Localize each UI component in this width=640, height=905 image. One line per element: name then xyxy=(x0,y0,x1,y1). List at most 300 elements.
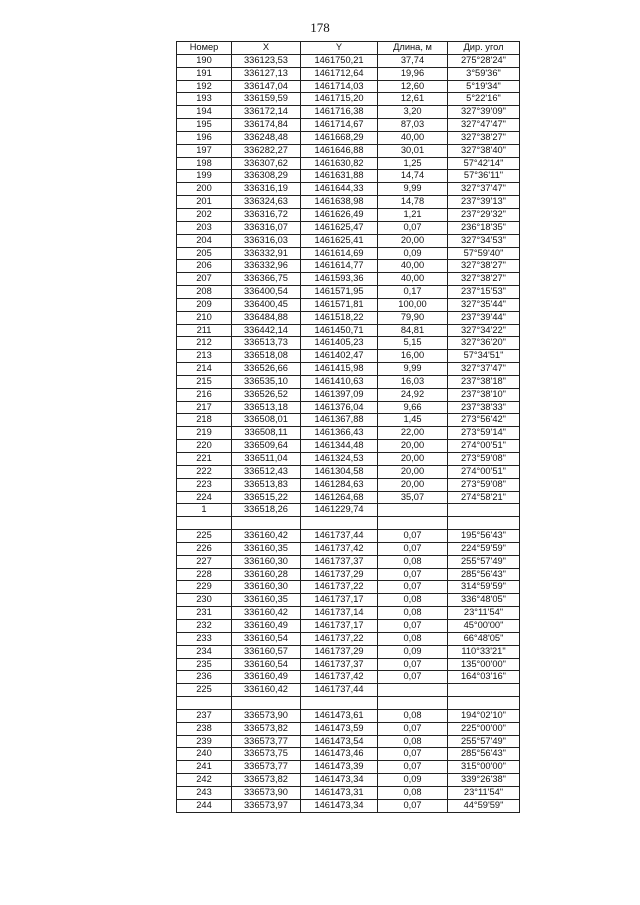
cell-x: 336308,29 xyxy=(232,170,301,183)
cell-y: 1461668,29 xyxy=(301,131,378,144)
cell-x: 336573,75 xyxy=(232,748,301,761)
cell-x: 336442,14 xyxy=(232,324,301,337)
cell-number: 226 xyxy=(177,542,232,555)
cell-y: 1461304,58 xyxy=(301,465,378,478)
cell-length xyxy=(378,697,448,710)
cell-direction-angle: 237°29'32" xyxy=(448,208,520,221)
cell-length xyxy=(378,517,448,530)
cell-x xyxy=(232,697,301,710)
cell-direction-angle: 237°39'44" xyxy=(448,311,520,324)
cell-y: 1461405,23 xyxy=(301,337,378,350)
cell-direction-angle: 57°59'40" xyxy=(448,247,520,260)
cell-length: 0,08 xyxy=(378,735,448,748)
table-row xyxy=(177,440,520,453)
cell-direction-angle xyxy=(448,697,520,710)
cell-length xyxy=(378,684,448,697)
cell-x: 336172,14 xyxy=(232,106,301,119)
table-row xyxy=(177,170,520,183)
cell-y: 1461737,29 xyxy=(301,568,378,581)
cell-direction-angle: 314°59'59" xyxy=(448,581,520,594)
table-row xyxy=(177,632,520,645)
cell-y: 1461473,54 xyxy=(301,735,378,748)
header-number: Номер xyxy=(177,42,232,55)
cell-number: 190 xyxy=(177,54,232,67)
cell-direction-angle: 327°39'09" xyxy=(448,106,520,119)
cell-x: 336518,08 xyxy=(232,350,301,363)
cell-direction-angle: 66°48'05" xyxy=(448,632,520,645)
cell-length: 20,00 xyxy=(378,234,448,247)
cell-length: 20,00 xyxy=(378,453,448,466)
cell-length: 1,45 xyxy=(378,414,448,427)
cell-number: 224 xyxy=(177,491,232,504)
table-row xyxy=(177,247,520,260)
header-y: Y xyxy=(301,42,378,55)
cell-y: 1461571,95 xyxy=(301,286,378,299)
cell-number: 1 xyxy=(177,504,232,517)
cell-number: 204 xyxy=(177,234,232,247)
table-row xyxy=(177,298,520,311)
cell-y: 1461229,74 xyxy=(301,504,378,517)
cell-length: 20,00 xyxy=(378,478,448,491)
cell-x: 336316,07 xyxy=(232,221,301,234)
cell-number: 192 xyxy=(177,80,232,93)
cell-length: 0,17 xyxy=(378,286,448,299)
cell-number: 229 xyxy=(177,581,232,594)
cell-length: 40,00 xyxy=(378,260,448,273)
table-row xyxy=(177,106,520,119)
cell-number: 239 xyxy=(177,735,232,748)
cell-length: 14,78 xyxy=(378,196,448,209)
cell-length: 0,07 xyxy=(378,619,448,632)
cell-number: 222 xyxy=(177,465,232,478)
cell-y: 1461638,98 xyxy=(301,196,378,209)
cell-length: 0,09 xyxy=(378,645,448,658)
cell-y: 1461593,36 xyxy=(301,273,378,286)
cell-direction-angle: 327°36'20" xyxy=(448,337,520,350)
header-length: Длина, м xyxy=(378,42,448,55)
table-row xyxy=(177,504,520,517)
cell-number: 203 xyxy=(177,221,232,234)
cell-length: 22,00 xyxy=(378,427,448,440)
cell-number: 196 xyxy=(177,131,232,144)
cell-x: 336509,64 xyxy=(232,440,301,453)
cell-direction-angle: 237°39'13" xyxy=(448,196,520,209)
cell-length: 0,07 xyxy=(378,748,448,761)
cell-x: 336160,57 xyxy=(232,645,301,658)
table-row xyxy=(177,786,520,799)
table-row xyxy=(177,748,520,761)
table-row xyxy=(177,465,520,478)
cell-direction-angle: 336°48'05" xyxy=(448,594,520,607)
cell-direction-angle: 327°37'47" xyxy=(448,363,520,376)
cell-y: 1461712,64 xyxy=(301,67,378,80)
cell-number: 213 xyxy=(177,350,232,363)
cell-direction-angle: 274°58'21" xyxy=(448,491,520,504)
table-row xyxy=(177,568,520,581)
cell-direction-angle: 327°34'22" xyxy=(448,324,520,337)
cell-x: 336160,35 xyxy=(232,594,301,607)
cell-direction-angle: 44°59'59" xyxy=(448,799,520,812)
cell-x: 336160,54 xyxy=(232,658,301,671)
cell-y: 1461737,42 xyxy=(301,671,378,684)
cell-y: 1461737,22 xyxy=(301,581,378,594)
cell-x: 336332,96 xyxy=(232,260,301,273)
cell-direction-angle: 237°38'18" xyxy=(448,375,520,388)
cell-x: 336515,22 xyxy=(232,491,301,504)
cell-length: 84,81 xyxy=(378,324,448,337)
cell-number: 201 xyxy=(177,196,232,209)
cell-y: 1461737,17 xyxy=(301,619,378,632)
cell-length: 0,08 xyxy=(378,632,448,645)
cell-length: 0,07 xyxy=(378,722,448,735)
table-row xyxy=(177,67,520,80)
cell-number xyxy=(177,697,232,710)
cell-direction-angle: 274°00'51" xyxy=(448,440,520,453)
table-row xyxy=(177,196,520,209)
table-row xyxy=(177,337,520,350)
table-row xyxy=(177,311,520,324)
cell-direction-angle: 339°26'38" xyxy=(448,774,520,787)
cell-x: 336573,90 xyxy=(232,709,301,722)
cell-y: 1461614,77 xyxy=(301,260,378,273)
cell-x: 336248,48 xyxy=(232,131,301,144)
cell-length: 87,03 xyxy=(378,119,448,132)
cell-number: 231 xyxy=(177,607,232,620)
cell-x: 336513,18 xyxy=(232,401,301,414)
cell-number: 240 xyxy=(177,748,232,761)
cell-x: 336513,73 xyxy=(232,337,301,350)
cell-x: 336160,30 xyxy=(232,555,301,568)
cell-length: 0,07 xyxy=(378,671,448,684)
cell-y: 1461737,37 xyxy=(301,555,378,568)
cell-x: 336573,82 xyxy=(232,774,301,787)
cell-x: 336484,88 xyxy=(232,311,301,324)
cell-direction-angle: 327°34'53" xyxy=(448,234,520,247)
cell-length: 0,07 xyxy=(378,761,448,774)
cell-x: 336508,11 xyxy=(232,427,301,440)
cell-x: 336400,54 xyxy=(232,286,301,299)
cell-y: 1461750,21 xyxy=(301,54,378,67)
table-row xyxy=(177,491,520,504)
cell-x: 336174,84 xyxy=(232,119,301,132)
cell-y: 1461737,44 xyxy=(301,530,378,543)
cell-y: 1461518,22 xyxy=(301,311,378,324)
table-row xyxy=(177,594,520,607)
cell-length: 40,00 xyxy=(378,273,448,286)
table-body xyxy=(177,54,520,812)
table-row xyxy=(177,555,520,568)
cell-direction-angle: 45°00'00" xyxy=(448,619,520,632)
cell-length: 0,07 xyxy=(378,799,448,812)
cell-number: 221 xyxy=(177,453,232,466)
cell-direction-angle: 274°00'51" xyxy=(448,465,520,478)
cell-number: 194 xyxy=(177,106,232,119)
table-row xyxy=(177,119,520,132)
table-row xyxy=(177,658,520,671)
cell-number: 220 xyxy=(177,440,232,453)
cell-x: 336526,52 xyxy=(232,388,301,401)
table-row xyxy=(177,260,520,273)
cell-direction-angle: 285°56'43" xyxy=(448,568,520,581)
coordinates-table xyxy=(176,41,520,813)
cell-y: 1461737,17 xyxy=(301,594,378,607)
cell-x: 336160,30 xyxy=(232,581,301,594)
cell-length: 20,00 xyxy=(378,465,448,478)
cell-y: 1461450,71 xyxy=(301,324,378,337)
cell-x: 336160,42 xyxy=(232,607,301,620)
cell-y: 1461402,47 xyxy=(301,350,378,363)
cell-y: 1461644,33 xyxy=(301,183,378,196)
cell-direction-angle: 236°18'35" xyxy=(448,221,520,234)
cell-number: 230 xyxy=(177,594,232,607)
cell-y: 1461737,22 xyxy=(301,632,378,645)
cell-y: 1461473,39 xyxy=(301,761,378,774)
cell-y: 1461715,20 xyxy=(301,93,378,106)
cell-number: 193 xyxy=(177,93,232,106)
table-row xyxy=(177,363,520,376)
cell-direction-angle: 327°38'40" xyxy=(448,144,520,157)
cell-length: 9,99 xyxy=(378,183,448,196)
cell-direction-angle: 5°19'34" xyxy=(448,80,520,93)
cell-length: 19,96 xyxy=(378,67,448,80)
table-row xyxy=(177,799,520,812)
cell-length: 9,99 xyxy=(378,363,448,376)
cell-y: 1461284,63 xyxy=(301,478,378,491)
cell-y: 1461714,67 xyxy=(301,119,378,132)
cell-x: 336332,91 xyxy=(232,247,301,260)
cell-length: 20,00 xyxy=(378,440,448,453)
cell-x: 336159,59 xyxy=(232,93,301,106)
table-row xyxy=(177,427,520,440)
cell-x: 336526,66 xyxy=(232,363,301,376)
cell-length: 14,74 xyxy=(378,170,448,183)
cell-y: 1461264,68 xyxy=(301,491,378,504)
cell-x: 336127,13 xyxy=(232,67,301,80)
cell-direction-angle: 195°56'43" xyxy=(448,530,520,543)
cell-y: 1461737,37 xyxy=(301,658,378,671)
cell-number: 209 xyxy=(177,298,232,311)
cell-direction-angle xyxy=(448,517,520,530)
cell-x: 336160,49 xyxy=(232,671,301,684)
table-row xyxy=(177,131,520,144)
cell-direction-angle: 315°00'00" xyxy=(448,761,520,774)
cell-length: 30,01 xyxy=(378,144,448,157)
cell-y: 1461737,44 xyxy=(301,684,378,697)
cell-direction-angle: 273°59'08" xyxy=(448,453,520,466)
cell-length: 1,21 xyxy=(378,208,448,221)
cell-x: 336123,53 xyxy=(232,54,301,67)
cell-y: 1461571,81 xyxy=(301,298,378,311)
cell-direction-angle xyxy=(448,684,520,697)
cell-x: 336573,77 xyxy=(232,735,301,748)
cell-y: 1461646,88 xyxy=(301,144,378,157)
table-row xyxy=(177,517,520,530)
cell-length: 12,61 xyxy=(378,93,448,106)
table-row xyxy=(177,286,520,299)
cell-number: 225 xyxy=(177,684,232,697)
cell-direction-angle: 255°57'49" xyxy=(448,735,520,748)
cell-direction-angle: 194°02'10" xyxy=(448,709,520,722)
cell-number: 236 xyxy=(177,671,232,684)
cell-length xyxy=(378,504,448,517)
cell-y: 1461631,88 xyxy=(301,170,378,183)
cell-y: 1461626,49 xyxy=(301,208,378,221)
table-row xyxy=(177,375,520,388)
cell-length: 35,07 xyxy=(378,491,448,504)
cell-direction-angle: 285°56'43" xyxy=(448,748,520,761)
table-row xyxy=(177,478,520,491)
cell-length: 40,00 xyxy=(378,131,448,144)
cell-number: 218 xyxy=(177,414,232,427)
cell-x: 336573,77 xyxy=(232,761,301,774)
cell-length: 0,07 xyxy=(378,221,448,234)
cell-length: 3,20 xyxy=(378,106,448,119)
cell-y: 1461630,82 xyxy=(301,157,378,170)
cell-x xyxy=(232,517,301,530)
cell-number: 243 xyxy=(177,786,232,799)
table-row xyxy=(177,761,520,774)
cell-direction-angle xyxy=(448,504,520,517)
cell-length: 0,07 xyxy=(378,581,448,594)
cell-number: 206 xyxy=(177,260,232,273)
cell-direction-angle: 327°38'27" xyxy=(448,260,520,273)
cell-x: 336160,54 xyxy=(232,632,301,645)
cell-x: 336513,83 xyxy=(232,478,301,491)
cell-direction-angle: 237°15'53" xyxy=(448,286,520,299)
cell-length: 0,09 xyxy=(378,247,448,260)
cell-direction-angle: 3°59'36" xyxy=(448,67,520,80)
cell-y: 1461473,46 xyxy=(301,748,378,761)
cell-direction-angle: 273°59'14" xyxy=(448,427,520,440)
table-row xyxy=(177,208,520,221)
table-row xyxy=(177,735,520,748)
cell-number: 244 xyxy=(177,799,232,812)
cell-number: 200 xyxy=(177,183,232,196)
cell-x: 336160,42 xyxy=(232,684,301,697)
table-row xyxy=(177,542,520,555)
table-row xyxy=(177,54,520,67)
cell-y: 1461473,31 xyxy=(301,786,378,799)
cell-x: 336282,27 xyxy=(232,144,301,157)
cell-x: 336518,26 xyxy=(232,504,301,517)
cell-x: 336508,01 xyxy=(232,414,301,427)
table-row xyxy=(177,671,520,684)
cell-x: 336307,62 xyxy=(232,157,301,170)
cell-number: 199 xyxy=(177,170,232,183)
cell-length: 0,08 xyxy=(378,709,448,722)
cell-y: 1461625,47 xyxy=(301,221,378,234)
cell-x: 336160,49 xyxy=(232,619,301,632)
table-row xyxy=(177,144,520,157)
table-row xyxy=(177,157,520,170)
cell-y: 1461614,69 xyxy=(301,247,378,260)
cell-length: 0,07 xyxy=(378,542,448,555)
table-row xyxy=(177,453,520,466)
cell-number: 215 xyxy=(177,375,232,388)
cell-y: 1461473,34 xyxy=(301,799,378,812)
cell-x: 336573,82 xyxy=(232,722,301,735)
cell-direction-angle: 164°03'16" xyxy=(448,671,520,684)
table-row xyxy=(177,581,520,594)
cell-y: 1461737,42 xyxy=(301,542,378,555)
cell-length: 16,03 xyxy=(378,375,448,388)
cell-number: 234 xyxy=(177,645,232,658)
cell-x: 336366,75 xyxy=(232,273,301,286)
cell-number: 211 xyxy=(177,324,232,337)
cell-x: 336573,97 xyxy=(232,799,301,812)
table-row xyxy=(177,183,520,196)
cell-direction-angle: 224°59'59" xyxy=(448,542,520,555)
table-row xyxy=(177,93,520,106)
cell-length: 0,07 xyxy=(378,530,448,543)
cell-y: 1461366,43 xyxy=(301,427,378,440)
cell-direction-angle: 23°11'54" xyxy=(448,786,520,799)
cell-number: 195 xyxy=(177,119,232,132)
cell-y xyxy=(301,697,378,710)
table-row xyxy=(177,388,520,401)
cell-length: 24,92 xyxy=(378,388,448,401)
table-row xyxy=(177,324,520,337)
cell-number: 210 xyxy=(177,311,232,324)
cell-number: 219 xyxy=(177,427,232,440)
cell-direction-angle: 273°59'08" xyxy=(448,478,520,491)
cell-number: 202 xyxy=(177,208,232,221)
cell-direction-angle: 237°38'33" xyxy=(448,401,520,414)
cell-length: 0,08 xyxy=(378,594,448,607)
cell-length: 5,15 xyxy=(378,337,448,350)
cell-x: 336147,04 xyxy=(232,80,301,93)
cell-y: 1461714,03 xyxy=(301,80,378,93)
cell-length: 0,07 xyxy=(378,568,448,581)
cell-length: 79,90 xyxy=(378,311,448,324)
cell-length: 16,00 xyxy=(378,350,448,363)
cell-y: 1461625,41 xyxy=(301,234,378,247)
cell-direction-angle: 327°35'44" xyxy=(448,298,520,311)
cell-length: 0,09 xyxy=(378,774,448,787)
cell-direction-angle: 57°36'11" xyxy=(448,170,520,183)
cell-number: 242 xyxy=(177,774,232,787)
cell-number: 223 xyxy=(177,478,232,491)
cell-number: 216 xyxy=(177,388,232,401)
cell-direction-angle: 57°42'14" xyxy=(448,157,520,170)
cell-y: 1461324,53 xyxy=(301,453,378,466)
cell-length: 12,60 xyxy=(378,80,448,93)
cell-direction-angle: 135°00'00" xyxy=(448,658,520,671)
table-row xyxy=(177,221,520,234)
cell-number xyxy=(177,517,232,530)
cell-length: 0,08 xyxy=(378,607,448,620)
cell-number: 212 xyxy=(177,337,232,350)
cell-number: 235 xyxy=(177,658,232,671)
cell-length: 1,25 xyxy=(378,157,448,170)
table-row xyxy=(177,607,520,620)
cell-x: 336316,03 xyxy=(232,234,301,247)
cell-number: 238 xyxy=(177,722,232,735)
cell-y: 1461367,88 xyxy=(301,414,378,427)
cell-direction-angle: 275°28'24" xyxy=(448,54,520,67)
cell-direction-angle: 57°34'51" xyxy=(448,350,520,363)
cell-direction-angle: 5°22'16" xyxy=(448,93,520,106)
table-row xyxy=(177,619,520,632)
table-row xyxy=(177,774,520,787)
table-row xyxy=(177,80,520,93)
cell-length: 0,08 xyxy=(378,786,448,799)
table-row xyxy=(177,414,520,427)
cell-number: 198 xyxy=(177,157,232,170)
cell-x: 336573,90 xyxy=(232,786,301,799)
cell-number: 197 xyxy=(177,144,232,157)
cell-x: 336324,63 xyxy=(232,196,301,209)
